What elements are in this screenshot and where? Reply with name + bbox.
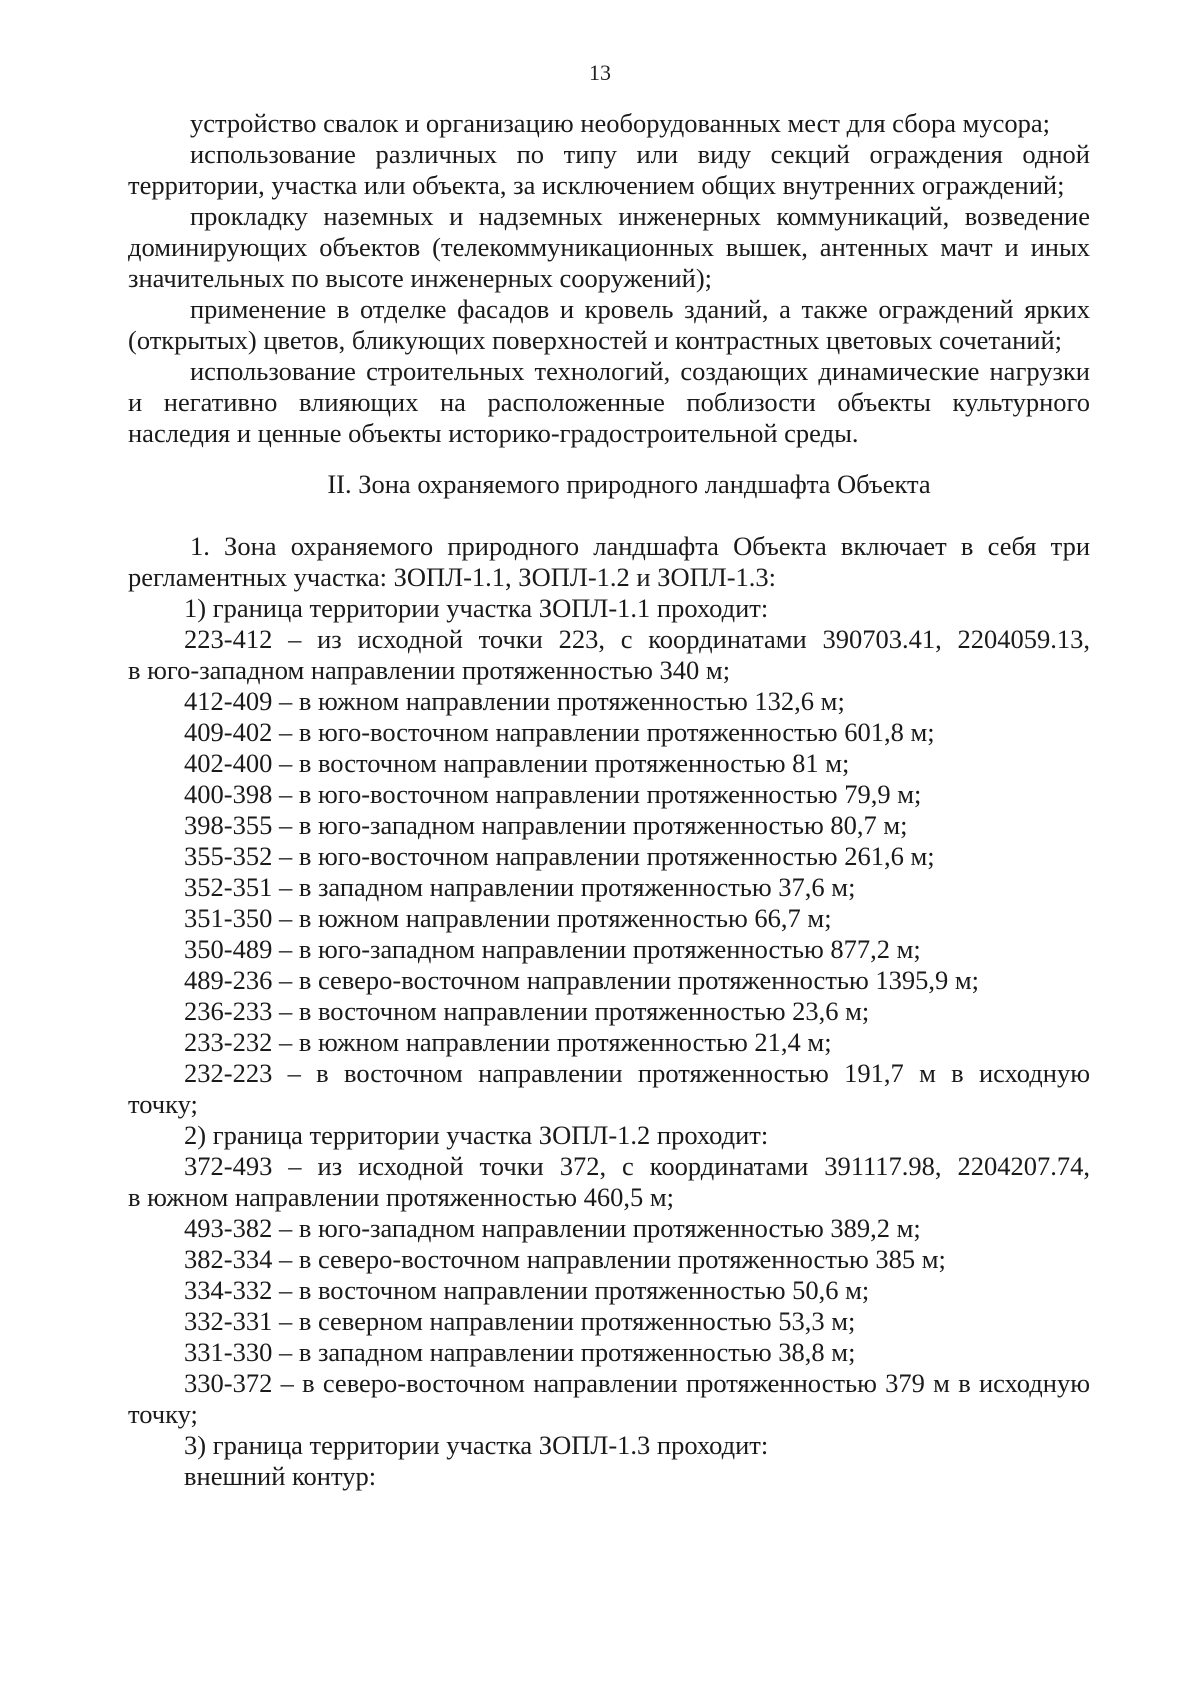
text-line: регламентных участка: ЗОПЛ-1.1, ЗОПЛ-1.2 и ЗОПЛ-1.3:: [128, 562, 777, 592]
segment-line: 331-330 – в западном направлении протяженностью 38,8 м;: [184, 1337, 856, 1367]
zone-title: 3) граница территории участка ЗОПЛ-1.3 проходит:: [184, 1430, 769, 1460]
text-line: 330-372 – в северо-восточном направлении протяженностью 379 м в исходную: [184, 1368, 1090, 1398]
text-line: использование строительных технологий, создающих динамические нагрузки: [190, 356, 1090, 386]
text-line: применение в отделке фасадов и кровель зданий, а также ограждений ярких: [190, 294, 1090, 324]
segment-line: 489-236 – в северо-восточном направлении протяженностью 1395,9 м;: [184, 965, 980, 995]
text-line: 223-412 – из исходной точки 223, с координатами 390703.41, 2204059.13,: [184, 624, 1090, 654]
segment-line: 382-334 – в северо-восточном направлении протяженностью 385 м;: [184, 1244, 946, 1274]
text-line: и негативно влияющих на расположенные поблизости объекты культурного: [128, 387, 1090, 417]
text-line: территории, участка или объекта, за исключением общих внутренних ограждений;: [128, 170, 1065, 200]
text-line: в южном направлении протяженностью 460,5 м;: [128, 1182, 674, 1212]
text-line: 232-223 – в восточном направлении протяженностью 191,7 м в исходную: [184, 1058, 1090, 1088]
segment-line: 334-332 – в восточном направлении протяженностью 50,6 м;: [184, 1275, 870, 1305]
text-line: доминирующих объектов (телекоммуникационных вышек, антенных мачт и иных: [128, 232, 1090, 262]
segment-line: 351-350 – в южном направлении протяженностью 66,7 м;: [184, 903, 832, 933]
text-line: устройство свалок и организацию необорудованных мест для сбора мусора;: [190, 108, 1051, 138]
text-line: наследия и ценные объекты историко-градостроительной среды.: [128, 418, 859, 448]
segment-line: 350-489 – в юго-западном направлении протяженностью 877,2 м;: [184, 934, 921, 964]
zone-title: 1) граница территории участка ЗОПЛ-1.1 проходит:: [184, 593, 769, 623]
text-line: точку;: [128, 1089, 198, 1119]
zone-title: 2) граница территории участка ЗОПЛ-1.2 проходит:: [184, 1120, 769, 1150]
segment-line: 400-398 – в юго-восточном направлении протяженностью 79,9 м;: [184, 779, 922, 809]
segment-line: 332-331 – в северном направлении протяженностью 53,3 м;: [184, 1306, 856, 1336]
segment-line: 233-232 – в южном направлении протяженностью 21,4 м;: [184, 1027, 832, 1057]
text-line: внешний контур:: [184, 1461, 377, 1491]
segment-line: 236-233 – в восточном направлении протяженностью 23,6 м;: [184, 996, 870, 1026]
section-title: II. Зона охраняемого природного ландшафта Объекта: [327, 469, 931, 499]
segment-line: 402-400 – в восточном направлении протяженностью 81 м;: [184, 748, 850, 778]
segment-line: 412-409 – в южном направлении протяженностью 132,6 м;: [184, 686, 845, 716]
segment-line: 355-352 – в юго-восточном направлении протяженностью 261,6 м;: [184, 841, 935, 871]
text-line: использование различных по типу или виду секций ограждения одной: [190, 139, 1090, 169]
text-line: 1. Зона охраняемого природного ландшафта Объекта включает в себя три: [190, 531, 1090, 561]
segment-line: 398-355 – в юго-западном направлении протяженностью 80,7 м;: [184, 810, 908, 840]
text-line: в юго-западном направлении протяженностью 340 м;: [128, 655, 731, 685]
text-line: 372-493 – из исходной точки 372, с координатами 391117.98, 2204207.74,: [184, 1151, 1090, 1181]
document-body: [128, 108, 1090, 1492]
text-line: прокладку наземных и надземных инженерных коммуникаций, возведение: [190, 201, 1090, 231]
segment-line: 493-382 – в юго-западном направлении протяженностью 389,2 м;: [184, 1213, 921, 1243]
page-number: 13: [589, 60, 611, 85]
text-line: (открытых) цветов, бликующих поверхностей и контрастных цветовых сочетаний;: [128, 325, 1063, 355]
text-line: значительных по высоте инженерных сооружений);: [128, 263, 713, 293]
segment-line: 409-402 – в юго-восточном направлении протяженностью 601,8 м;: [184, 717, 935, 747]
text-line: точку;: [128, 1399, 198, 1429]
segment-line: 352-351 – в западном направлении протяженностью 37,6 м;: [184, 872, 856, 902]
